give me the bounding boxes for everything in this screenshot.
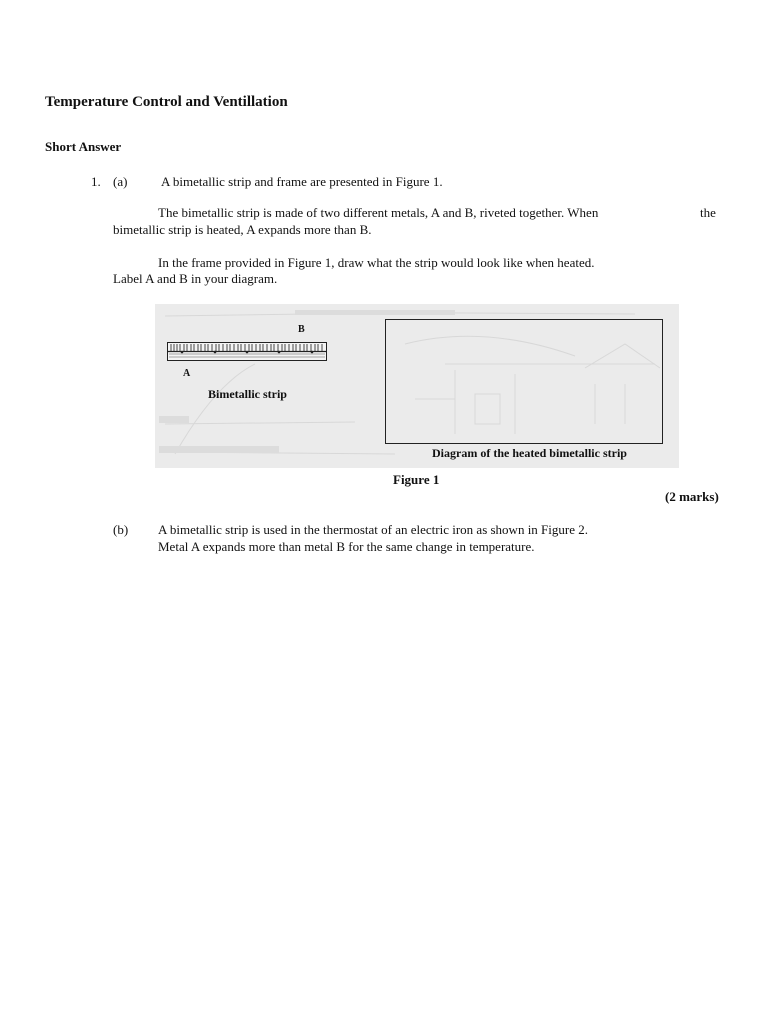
page-title: Temperature Control and Ventillation xyxy=(45,94,288,110)
frame-caption: Diagram of the heated bimetallic strip xyxy=(432,446,627,460)
part-a-paragraph1-line1-end: the xyxy=(700,205,716,220)
figure-1-image xyxy=(155,304,679,468)
part-b-line1: A bimetallic strip is used in the thermostat of an electric iron as shown in Figure 2. xyxy=(158,522,588,537)
bimetallic-strip xyxy=(167,342,327,362)
part-a-intro: A bimetallic strip and frame are presented in Figure 1. xyxy=(161,174,443,189)
question-number: 1. xyxy=(91,174,101,189)
marks-label: (2 marks) xyxy=(665,489,719,504)
strip-caption: Bimetallic strip xyxy=(208,387,287,401)
figure-1-caption: Figure 1 xyxy=(393,472,440,487)
answer-frame xyxy=(385,319,663,444)
part-a-paragraph2-line1: In the frame provided in Figure 1, draw what the strip would look like when heated. xyxy=(158,255,595,270)
part-a-paragraph1-line2: bimetallic strip is heated, A expands more than B. xyxy=(113,222,372,237)
part-b-label: (b) xyxy=(113,522,129,537)
section-heading: Short Answer xyxy=(45,139,122,154)
part-a-paragraph1-line1: The bimetallic strip is made of two different metals, A and B, riveted together. When xyxy=(158,205,599,220)
strip-label-b: B xyxy=(298,324,305,335)
strip-label-a: A xyxy=(183,368,191,379)
part-a-paragraph2-line2: Label A and B in your diagram. xyxy=(113,271,278,286)
part-a-label: (a) xyxy=(113,174,128,189)
part-b-line2: Metal A expands more than metal B for the same change in temperature. xyxy=(158,539,535,554)
